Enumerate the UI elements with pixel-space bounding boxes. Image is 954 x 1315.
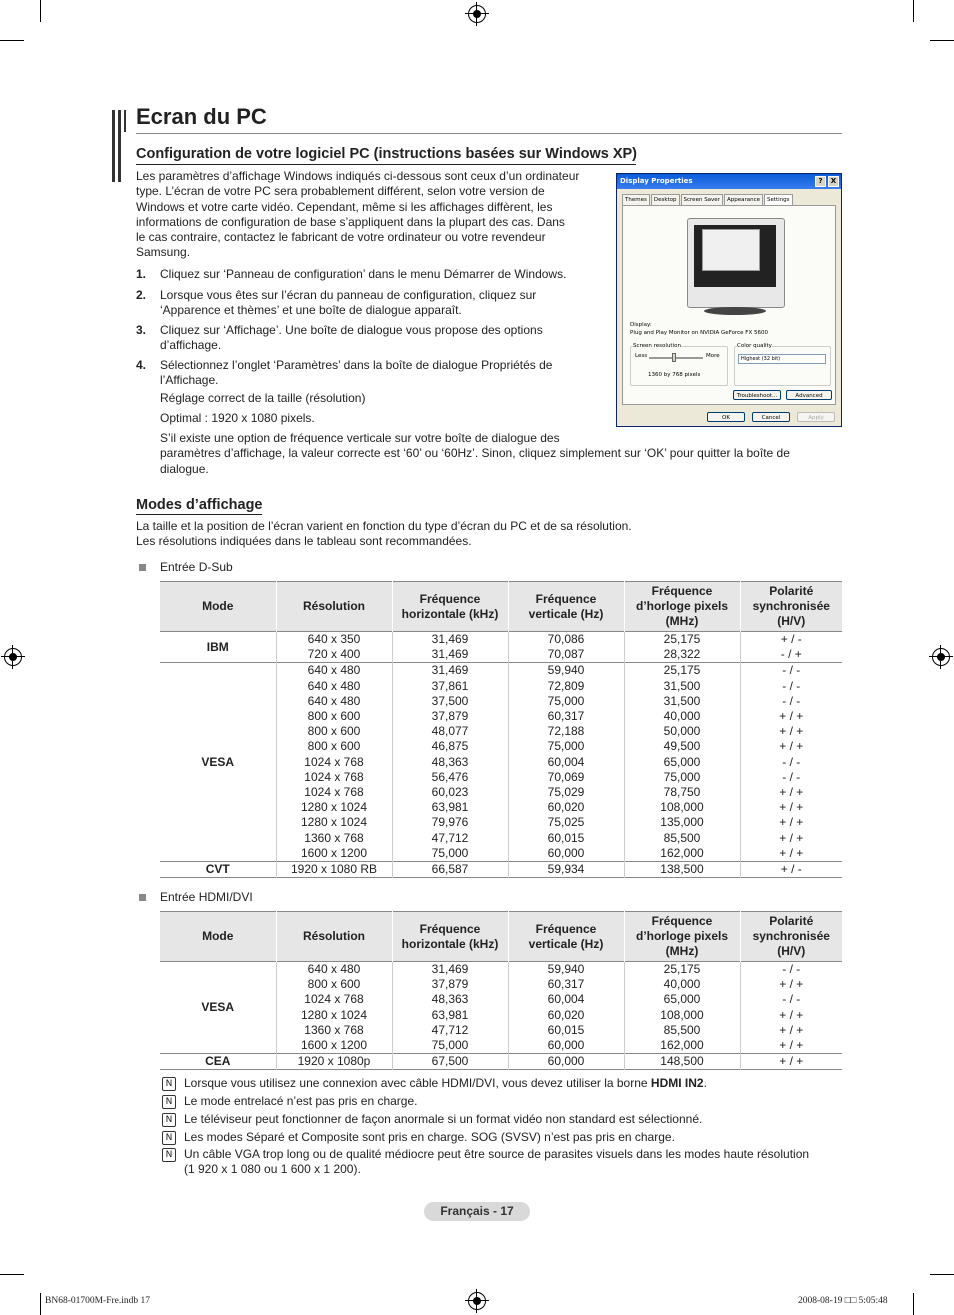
step-line: ‘Apparence et thèmes’ et une boîte de dialogue apparaît.	[160, 303, 462, 318]
cell-value: 60,000	[547, 845, 585, 860]
cell-value: + / +	[779, 1054, 804, 1069]
cell-value: - / -	[782, 769, 801, 784]
header-pixel-clock: Fréquence d’horloge pixels (MHz)	[624, 912, 740, 962]
cell-value: 1280 x 1024	[300, 800, 368, 815]
cell-value: 70,069	[547, 769, 585, 784]
step-line: Cliquez sur ‘Panneau de configuration’ dans le menu Démarrer de Windows.	[160, 267, 567, 281]
header-horizontal-frequency: Fréquence horizontale (kHz)	[392, 912, 508, 962]
cell-value: 1280 x 1024	[300, 815, 368, 830]
value-cell	[740, 632, 842, 663]
cell-value: + / -	[780, 632, 802, 646]
cell-value: 1280 x 1024	[300, 1007, 368, 1022]
cell-value: 72,809	[547, 678, 585, 693]
crop-mark	[930, 1274, 954, 1275]
cell-value: 75,000	[547, 693, 585, 708]
value-cell	[624, 1054, 740, 1070]
cell-value: 50,000	[663, 724, 701, 739]
cell-value: 75,000	[663, 769, 701, 784]
note-icon: N	[162, 1131, 176, 1145]
header-mode: Mode	[160, 912, 276, 962]
registration-mark-icon	[4, 648, 22, 666]
cell-value: 75,000	[547, 739, 585, 754]
cell-value: 800 x 600	[307, 739, 361, 754]
dialog-tabs	[622, 194, 793, 205]
subtitle-rule	[136, 164, 636, 165]
monitor-icon	[687, 218, 785, 308]
step-text	[160, 267, 610, 282]
cell-value: 59,940	[547, 663, 585, 678]
cell-value: 40,000	[663, 709, 701, 724]
color-quality-group	[734, 346, 831, 386]
value-cell	[508, 632, 624, 663]
cell-value: 75,029	[547, 784, 585, 799]
step-line: Lorsque vous êtes sur l’écran du panneau de configuration, cliquez sur	[160, 288, 537, 302]
modes-section-title: Modes d’affichage	[136, 497, 263, 513]
cell-value: 40,000	[663, 977, 701, 992]
resolution-slider-thumb[interactable]	[672, 353, 676, 362]
cell-value: 60,023	[431, 784, 469, 799]
crop-mark	[40, 0, 41, 22]
value-cell	[276, 663, 392, 862]
cell-value: 48,363	[431, 992, 469, 1007]
bullet-icon	[139, 894, 146, 901]
intro-line: Windows et votre carte vidéo. Cependant, même si les affichages diffèrent, les	[136, 199, 553, 214]
cell-value: 85,500	[663, 1022, 701, 1037]
optimal-resolution: Optimal : 1920 x 1080 pixels.	[160, 411, 315, 425]
intro-line: type. L’écran de votre PC sera probablement différent, selon votre version de	[136, 184, 545, 199]
value-cell	[740, 663, 842, 862]
hdmi-modes-table	[160, 911, 842, 1070]
cell-value: 31,500	[663, 693, 701, 708]
cell-value: 70,087	[547, 647, 585, 662]
cell-value: 37,879	[431, 977, 469, 992]
registration-mark-icon	[468, 5, 486, 23]
registration-mark-icon	[932, 648, 950, 666]
cell-value: 79,976	[431, 815, 469, 830]
cell-value: 138,500	[660, 861, 704, 876]
cell-value: 49,500	[663, 739, 701, 754]
cell-value: 60,317	[547, 977, 585, 992]
cell-value: 640 x 480	[307, 962, 361, 977]
color-quality-select[interactable]: Highest (32 bit)	[738, 354, 826, 364]
cell-value: 70,086	[547, 632, 585, 646]
value-cell	[276, 861, 392, 877]
cell-value: + / +	[779, 709, 804, 724]
page-title: Ecran du PC	[136, 104, 267, 129]
step-text	[160, 323, 610, 354]
cell-value: 720 x 400	[307, 647, 361, 662]
header-horizontal-frequency: Fréquence horizontale (kHz)	[392, 582, 508, 632]
note-vga-cable: Un câble VGA trop long ou de qualité médiocre peut être source de parasites visuels dans les modes haute résolution (1 920 x 1 080 ou 1 600 x 1 200).	[184, 1147, 810, 1176]
crop-mark	[930, 40, 954, 41]
cell-value: + / +	[779, 1022, 804, 1037]
cell-value: 72,188	[547, 724, 585, 739]
mode-cell: IBM	[206, 639, 229, 654]
cell-value: 640 x 350	[307, 632, 361, 646]
value-cell	[624, 632, 740, 663]
dialog-titlebar	[617, 174, 841, 189]
header-vertical-frequency: Fréquence verticale (Hz)	[508, 912, 624, 962]
cell-value: 800 x 600	[307, 977, 361, 992]
intro-line: Les paramètres d’affichage Windows indiqués ci-dessous sont ceux d’un ordinateur	[136, 169, 580, 183]
step-number: 1.	[136, 267, 147, 281]
tab-settings[interactable]: Settings	[764, 194, 793, 205]
value-cell	[276, 632, 392, 663]
cell-value: 65,000	[663, 754, 701, 769]
cell-value: - / -	[782, 754, 801, 769]
note-icon: N	[162, 1148, 176, 1162]
print-file-info: BN68-01700M-Fre.indb 17	[45, 1296, 151, 1306]
print-datetime: 2008-08-19 □□ 5:05:48	[798, 1296, 888, 1306]
step-line: Cliquez sur ‘Affichage’. Une boîte de dialogue vous propose des options	[160, 323, 543, 337]
value-cell	[624, 861, 740, 877]
cell-value: + / +	[779, 1037, 804, 1052]
sidebar-decoration	[112, 110, 115, 182]
section-subtitle: Configuration de votre logiciel PC (instructions basées sur Windows XP)	[136, 146, 637, 162]
cell-value: 25,175	[663, 632, 701, 646]
modes-intro-line: Les résolutions indiquées dans le tableau sont recommandées.	[136, 534, 472, 549]
cell-value: 800 x 600	[307, 724, 361, 739]
table-row	[160, 663, 842, 862]
frequency-line: S’il existe une option de fréquence verticale sur votre boîte de dialogue des	[160, 431, 560, 445]
cell-value: 60,317	[547, 709, 585, 724]
cell-value: 31,469	[431, 663, 469, 678]
cell-value: 28,322	[663, 647, 701, 662]
cell-value: 31,469	[431, 647, 469, 662]
cell-value: 47,712	[431, 1022, 469, 1037]
cell-value: 56,476	[431, 769, 469, 784]
tab-appearance[interactable]: Appearance	[724, 194, 763, 205]
cell-value: 78,750	[663, 784, 701, 799]
cell-value: 75,000	[431, 845, 469, 860]
cell-value: 1024 x 768	[304, 784, 364, 799]
cell-value: 1600 x 1200	[300, 845, 368, 860]
cell-value: 108,000	[660, 1007, 704, 1022]
cell-value: 63,981	[431, 1007, 469, 1022]
screen-resolution-group	[630, 346, 728, 386]
cell-value: 48,363	[431, 754, 469, 769]
tab-screen-saver[interactable]: Screen Saver	[681, 194, 723, 205]
table-header-row	[160, 912, 842, 962]
header-vertical-frequency: Fréquence verticale (Hz)	[508, 582, 624, 632]
cell-value: + / +	[779, 830, 804, 845]
monitor-stand-icon	[704, 307, 766, 315]
mode-cell: CEA	[205, 1054, 231, 1069]
cell-value: 162,000	[660, 845, 704, 860]
cell-value: 60,015	[547, 1022, 585, 1037]
cell-value: + / +	[779, 724, 804, 739]
cell-value: + / +	[779, 815, 804, 830]
note-icon: N	[162, 1077, 176, 1091]
cell-value: 25,175	[663, 663, 701, 678]
note-icon: N	[162, 1095, 176, 1109]
value-cell	[276, 1054, 392, 1070]
modes-intro	[136, 519, 836, 550]
step-number: 4.	[136, 358, 147, 372]
value-cell	[392, 861, 508, 877]
header-mode: Mode	[160, 582, 276, 632]
cell-value: 148,500	[660, 1054, 704, 1069]
value-cell	[740, 861, 842, 877]
registration-mark-icon	[468, 1292, 486, 1310]
mode-cell: VESA	[201, 754, 235, 769]
value-cell	[508, 663, 624, 862]
intro-line: le cas contraire, contactez le fabricant de votre ordinateur ou votre revendeur	[136, 230, 546, 245]
tab-desktop[interactable]: Desktop	[651, 194, 680, 205]
cell-value: 47,712	[431, 830, 469, 845]
header-resolution: Résolution	[276, 912, 392, 962]
modes-intro-line: La taille et la position de l’écran varient en fonction du type d’écran du PC et de sa résolution.	[136, 519, 632, 533]
tab-themes[interactable]: Themes	[622, 194, 650, 205]
cell-value: 25,175	[663, 962, 701, 977]
troubleshoot-button[interactable]: Troubleshoot...	[733, 390, 781, 400]
step-line: Sélectionnez l’onglet ‘Paramètres’ dans la boîte de dialogue Propriétés de	[160, 358, 553, 372]
section-rule	[136, 514, 262, 515]
advanced-button[interactable]: Advanced	[786, 390, 832, 400]
resolution-slider[interactable]	[649, 357, 703, 359]
display-label: Display:	[630, 322, 652, 328]
table-row	[160, 962, 842, 1054]
cell-value: + / +	[779, 800, 804, 815]
cell-value: 75,025	[547, 815, 585, 830]
cell-value: 31,469	[431, 962, 469, 977]
cell-value: 60,020	[547, 800, 585, 815]
crop-mark	[913, 1293, 914, 1315]
cell-value: 162,000	[660, 1037, 704, 1052]
cell-value: 31,469	[431, 632, 469, 646]
value-cell	[392, 632, 508, 663]
cell-value: 37,861	[431, 678, 469, 693]
cell-value: + / +	[779, 739, 804, 754]
cell-value: 640 x 480	[307, 663, 361, 678]
value-cell	[392, 962, 508, 1054]
value-cell	[276, 962, 392, 1054]
cell-value: - / -	[782, 678, 801, 693]
color-quality-label: Color quality	[737, 343, 772, 349]
cell-value: 60,000	[547, 1037, 585, 1052]
note-icon: N	[162, 1113, 176, 1127]
screen-resolution-label: Screen resolution	[633, 343, 681, 349]
header-sync-polarity: Polarité synchronisée (H/V)	[740, 582, 842, 632]
intro-line: informations de configuration de base s’appliquent dans la plupart des cas. Dans	[136, 214, 565, 229]
cell-value: 1024 x 768	[304, 754, 364, 769]
cell-value: 31,500	[663, 678, 701, 693]
note-hdmi: Lorsque vous utilisez une connexion avec câble HDMI/DVI, vous devez utiliser la borne HDMI IN2.	[184, 1076, 707, 1090]
header-sync-polarity: Polarité synchronisée (H/V)	[740, 912, 842, 962]
step-line: l’Affichage.	[160, 373, 219, 388]
cell-value: 65,000	[663, 992, 701, 1007]
frequency-line: paramètres d’affichage, la valeur correcte est ‘60’ ou ‘60Hz’. Sinon, cliquez simplement sur ‘OK’ pour quitter la boîte de	[160, 446, 790, 461]
cell-value: - / -	[782, 962, 801, 977]
cell-value: 85,500	[663, 830, 701, 845]
cell-value: 1024 x 768	[304, 992, 364, 1007]
close-button[interactable]: X	[828, 176, 839, 187]
value-cell	[740, 1054, 842, 1070]
help-button[interactable]: ?	[815, 176, 826, 187]
note-interlaced: Le mode entrelacé n’est pas pris en charge.	[184, 1094, 418, 1108]
value-cell	[508, 861, 624, 877]
cell-value: + / +	[779, 1007, 804, 1022]
cell-value: 640 x 480	[307, 693, 361, 708]
cell-value: 66,587	[431, 861, 469, 876]
note-nonstandard: Le téléviseur peut fonctionner de façon anormale si un format vidéo non standard est sélectionné.	[184, 1112, 703, 1126]
crop-mark	[0, 1274, 24, 1275]
value-cell	[392, 663, 508, 862]
value-cell	[508, 1054, 624, 1070]
sidebar-decoration	[118, 110, 121, 182]
cell-value: 60,000	[547, 1054, 585, 1069]
step-text	[160, 288, 610, 319]
apply-button[interactable]: Apply	[797, 412, 835, 422]
page-number-badge: Français - 17	[424, 1202, 530, 1221]
dsub-modes-table	[160, 581, 842, 878]
cell-value: 1920 x 1080 RB	[290, 861, 378, 876]
table-header-row	[160, 582, 842, 632]
cell-value: 1024 x 768	[304, 769, 364, 784]
step-line: d’affichage.	[160, 338, 222, 353]
cell-value: 59,934	[547, 861, 585, 876]
dialog-title: Display Properties	[620, 177, 693, 185]
cell-value: 48,077	[431, 724, 469, 739]
table-row	[160, 1054, 842, 1070]
cell-value: + / +	[779, 977, 804, 992]
cell-value: + / +	[779, 784, 804, 799]
display-properties-dialog	[616, 173, 842, 427]
cell-value: 640 x 480	[307, 678, 361, 693]
frequency-note	[160, 431, 842, 477]
crop-mark	[913, 0, 914, 22]
cell-value: 1360 x 768	[304, 830, 364, 845]
less-label: Less	[635, 353, 648, 359]
intro-paragraph	[136, 169, 606, 261]
settings-panel	[622, 205, 836, 405]
resolution-note: Réglage correct de la taille (résolution)	[160, 391, 366, 405]
resolution-value: 1360 by 768 pixels	[648, 372, 701, 378]
crop-mark	[40, 1293, 41, 1315]
cell-value: 1920 x 1080p	[297, 1054, 371, 1069]
header-resolution: Résolution	[276, 582, 392, 632]
bullet-icon	[139, 564, 146, 571]
cell-value: - / -	[782, 693, 801, 708]
cell-value: 135,000	[660, 815, 704, 830]
cell-value: 800 x 600	[307, 709, 361, 724]
table-row	[160, 632, 842, 663]
cell-value: 37,500	[431, 693, 469, 708]
table-row	[160, 861, 842, 877]
cell-value: + / -	[780, 861, 802, 876]
cell-value: 46,875	[431, 739, 469, 754]
cell-value: 75,000	[431, 1037, 469, 1052]
note-sync-modes: Les modes Séparé et Composite sont pris en charge. SOG (SVSV) n’est pas pris en charge.	[184, 1130, 675, 1144]
header-pixel-clock: Fréquence d’horloge pixels (MHz)	[624, 582, 740, 632]
cell-value: 60,004	[547, 754, 585, 769]
hdmi-label: Entrée HDMI/DVI	[160, 890, 253, 904]
cell-value: - / -	[782, 992, 801, 1007]
display-value: Plug and Play Monitor on NVIDIA GeForce FX 5600	[630, 330, 768, 336]
step-number: 3.	[136, 323, 147, 337]
ok-button[interactable]: OK	[707, 412, 745, 422]
mode-cell: VESA	[201, 999, 235, 1014]
cell-value: 63,981	[431, 800, 469, 815]
value-cell	[508, 962, 624, 1054]
intro-line: Samsung.	[136, 245, 191, 260]
cell-value: 60,020	[547, 1007, 585, 1022]
crop-mark	[0, 40, 24, 41]
step-number: 2.	[136, 288, 147, 302]
dsub-label: Entrée D-Sub	[160, 560, 233, 574]
cell-value: 60,004	[547, 992, 585, 1007]
more-label: More	[706, 353, 720, 359]
value-cell	[624, 962, 740, 1054]
step-text	[160, 358, 610, 389]
cell-value: 67,500	[431, 1054, 469, 1069]
cell-value: - / -	[782, 663, 801, 678]
value-cell	[740, 962, 842, 1054]
value-cell	[624, 663, 740, 862]
cell-value: 60,015	[547, 830, 585, 845]
cell-value: 59,940	[547, 962, 585, 977]
value-cell	[392, 1054, 508, 1070]
cancel-button[interactable]: Cancel	[752, 412, 790, 422]
cell-value: 108,000	[660, 800, 704, 815]
cell-value: + / +	[779, 845, 804, 860]
cell-value: 37,879	[431, 709, 469, 724]
cell-value: 1600 x 1200	[300, 1037, 368, 1052]
sidebar-decoration	[124, 110, 126, 132]
title-rule	[136, 133, 842, 134]
cell-value: - / +	[780, 647, 802, 662]
cell-value: 1360 x 768	[304, 1022, 364, 1037]
mode-cell: CVT	[205, 861, 230, 876]
frequency-line: dialogue.	[160, 461, 209, 476]
